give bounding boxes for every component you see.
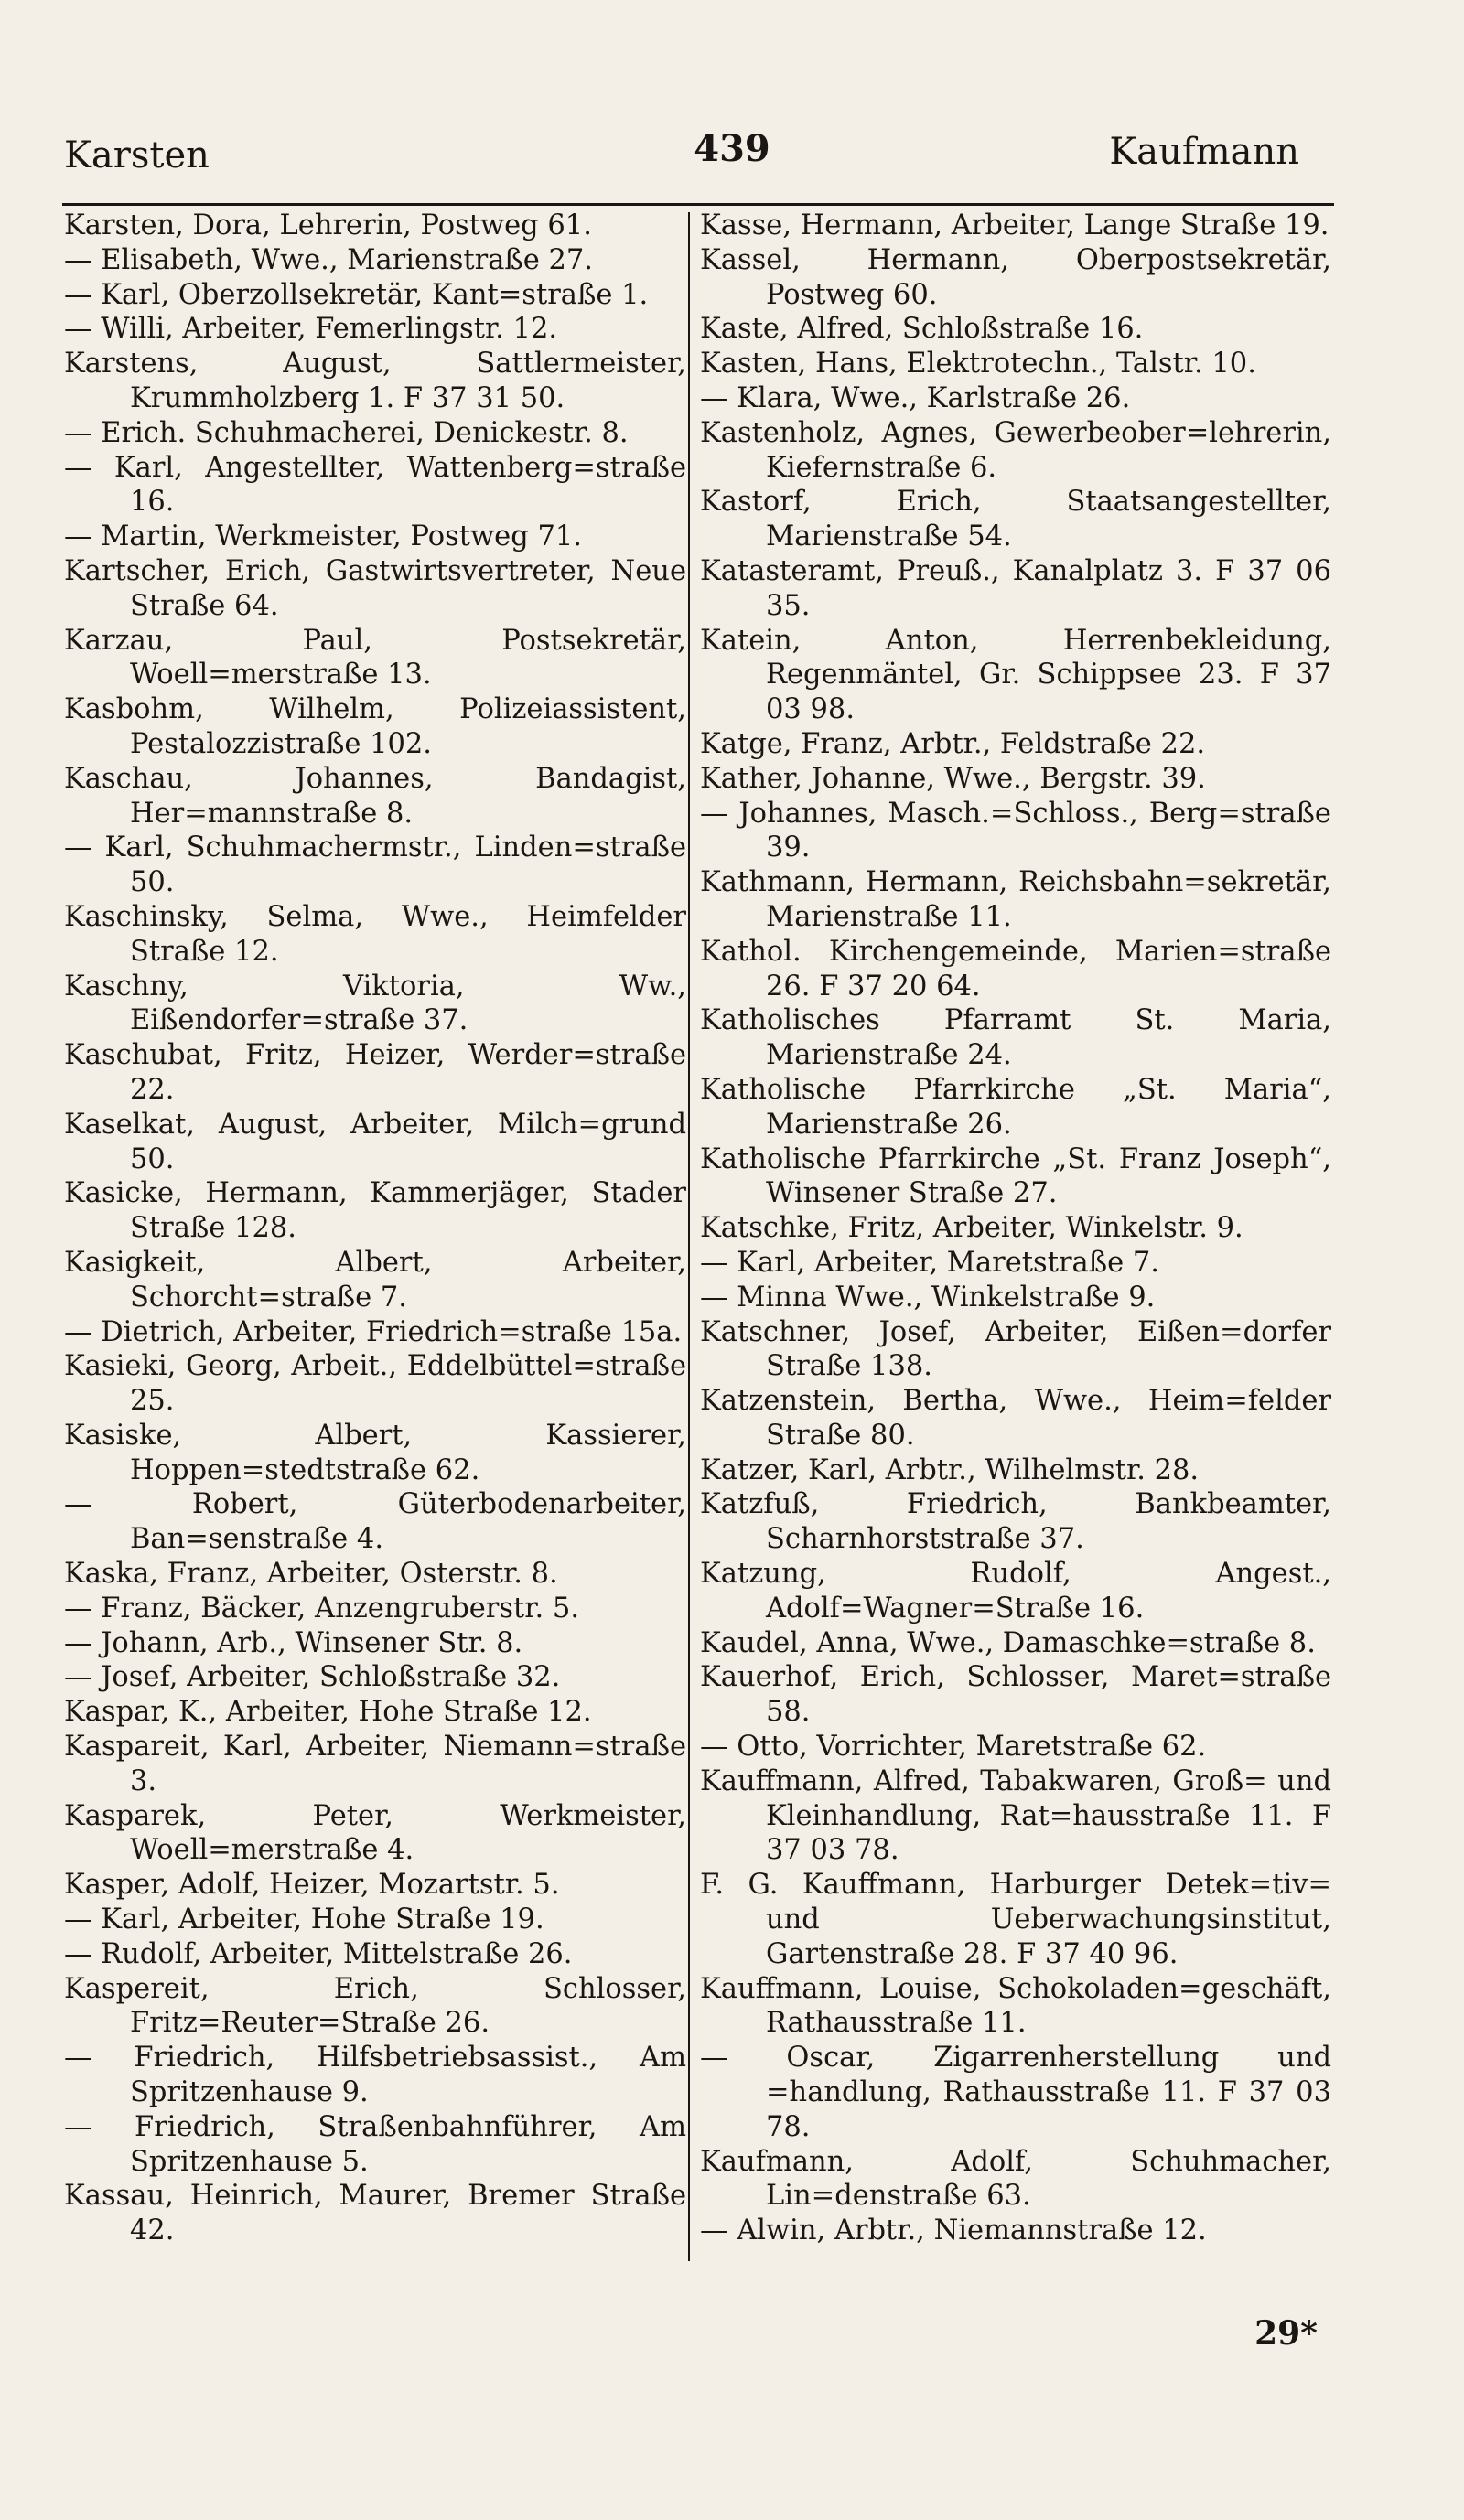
directory-entry: — Karl, Arbeiter, Maretstraße 7. [700, 1246, 1159, 1279]
directory-entry: Kaudel, Anna, Wwe., Damaschke=straße 8. [700, 1626, 1316, 1659]
directory-entry: Kassel, Hermann, Oberpostsekretär, Postweg 60. [700, 243, 1331, 311]
directory-entry: Karsten, Dora, Lehrerin, Postweg 61. [64, 209, 592, 241]
directory-entry: — Johannes, Masch.=Schloss., Berg=straße 39. [700, 797, 1331, 864]
directory-entry: Kaspar, K., Arbeiter, Hohe Straße 12. [64, 1696, 592, 1729]
directory-entry: — Erich. Schuhmacherei, Denickestr. 8. [64, 416, 629, 449]
directory-entry: Kaschau, Johannes, Bandagist, Her=mannstraße 8. [64, 762, 686, 830]
page-header [0, 114, 1464, 178]
directory-entry: Katzfuß, Friedrich, Bankbeamter, Scharnhorststraße 37. [700, 1488, 1331, 1556]
directory-entry: Karstens, August, Sattlermeister, Krummholzberg 1. F 37 31 50. [64, 348, 686, 414]
signature-mark: 29* [1254, 2314, 1318, 2353]
directory-entry: Katzer, Karl, Arbtr., Wilhelmstr. 28. [700, 1453, 1200, 1486]
directory-entry: Kaschinsky, Selma, Wwe., Heimfelder Straße 12. [64, 900, 686, 968]
directory-entry: F. G. Kauffmann, Harburger Detek=tiv= und Ueberwachungsinstitut, Gartenstraße 28. F 37 40 96. [700, 1869, 1331, 1970]
directory-entry: Katge, Franz, Arbtr., Feldstraße 22. [700, 727, 1206, 760]
page-number: 439 [694, 127, 770, 170]
directory-entry: Karzau, Paul, Postsekretär, Woell=merstraße 13. [64, 624, 686, 692]
directory-entry: Kastenholz, Agnes, Gewerbeober=lehrerin, Kiefernstraße 6. [700, 416, 1331, 484]
directory-entry: — Dietrich, Arbeiter, Friedrich=straße 15a. [64, 1315, 683, 1348]
directory-entry: Kasigkeit, Albert, Arbeiter, Schorcht=straße 7. [64, 1246, 686, 1314]
directory-entry: Kasse, Hermann, Arbeiter, Lange Straße 19. [700, 209, 1329, 241]
directory-entry: — Otto, Vorrichter, Maretstraße 62. [700, 1731, 1207, 1764]
directory-entry: — Rudolf, Arbeiter, Mittelstraße 26. [64, 1937, 573, 1970]
directory-entry: — Karl, Angestellter, Wattenberg=straße 16. [64, 451, 686, 519]
directory-entry: Kasiske, Albert, Kassierer, Hoppen=stedtstraße 62. [64, 1419, 686, 1486]
directory-entry: — Martin, Werkmeister, Postweg 71. [64, 520, 582, 553]
directory-entry: Kaspareit, Karl, Arbeiter, Niemann=straße 3. [64, 1731, 686, 1797]
directory-entry: — Friedrich, Hilfsbetriebsassist., Am Spritzenhause 9. [64, 2042, 686, 2109]
directory-entry: Katholische Pfarrkirche „St. Maria“, Marienstraße 26. [700, 1073, 1331, 1141]
directory-entry: Kaselkat, August, Arbeiter, Milch=grund 50. [64, 1108, 686, 1175]
directory-entry: Kasparek, Peter, Werkmeister, Woell=merstraße 4. [64, 1799, 686, 1867]
header-left-keyword: Karsten [64, 134, 210, 177]
directory-entry: — Josef, Arbeiter, Schloßstraße 32. [64, 1661, 561, 1694]
directory-entry: Kasten, Hans, Elektrotechn., Talstr. 10. [700, 348, 1256, 381]
directory-entry: Kasper, Adolf, Heizer, Mozartstr. 5. [64, 1869, 560, 1902]
directory-entry: Kassau, Heinrich, Maurer, Bremer Straße 42. [64, 2180, 686, 2247]
directory-entry: Katzung, Rudolf, Angest., Adolf=Wagner=Straße 16. [700, 1558, 1331, 1625]
directory-entry: Kathol. Kirchengemeinde, Marien=straße 26. F 37 20 64. [700, 935, 1331, 1003]
directory-entry: — Friedrich, Straßenbahnführer, Am Spritzenhause 5. [64, 2110, 686, 2178]
directory-entry: — Willi, Arbeiter, Femerlingstr. 12. [64, 313, 558, 346]
directory-entry: Kasbohm, Wilhelm, Polizeiassistent, Pestalozzistraße 102. [64, 693, 686, 760]
directory-entry: — Minna Wwe., Winkelstraße 9. [700, 1281, 1156, 1314]
directory-entry: Kauffmann, Alfred, Tabakwaren, Groß= und Kleinhandlung, Rat=hausstraße 11. F 37 03 78. [700, 1764, 1331, 1867]
directory-entry: Katschke, Fritz, Arbeiter, Winkelstr. 9. [700, 1212, 1243, 1245]
directory-entry: — Alwin, Arbtr., Niemannstraße 12. [700, 2214, 1207, 2247]
directory-entry: Kauffmann, Louise, Schokoladen=geschäft, Rathausstraße 11. [700, 1972, 1331, 2040]
directory-entry: — Elisabeth, Wwe., Marienstraße 27. [64, 243, 593, 276]
right-column [700, 209, 1331, 2248]
directory-entry: Kaufmann, Adolf, Schuhmacher, Lin=denstraße 63. [700, 2145, 1331, 2213]
left-column [64, 209, 686, 2248]
directory-entry: Katein, Anton, Herrenbekleidung, Regenmäntel, Gr. Schippsee 23. F 37 03 98. [700, 624, 1331, 726]
directory-entry: Katholische Pfarrkirche „St. Franz Joseph“, Winsener Straße 27. [700, 1142, 1331, 1210]
header-right-keyword: Kaufmann [1109, 131, 1299, 173]
directory-entry: Kartscher, Erich, Gastwirtsvertreter, Neue Straße 64. [64, 554, 686, 622]
directory-entry: — Johann, Arb., Winsener Str. 8. [64, 1626, 523, 1659]
directory-entry: Katschner, Josef, Arbeiter, Eißen=dorfer Straße 138. [700, 1315, 1331, 1383]
directory-entry: Kauerhof, Erich, Schlosser, Maret=straße 58. [700, 1661, 1331, 1729]
directory-entry: — Karl, Oberzollsekretär, Kant=straße 1. [64, 278, 649, 311]
directory-entry: Katzenstein, Bertha, Wwe., Heim=felder Straße 80. [700, 1385, 1331, 1452]
directory-entry: Kaspereit, Erich, Schlosser, Fritz=Reuter=Straße 26. [64, 1972, 686, 2040]
directory-entry: Kaschubat, Fritz, Heizer, Werder=straße 22. [64, 1039, 686, 1106]
directory-entry: Kasieki, Georg, Arbeit., Eddelbüttel=straße 25. [64, 1350, 686, 1418]
directory-entry: Kaschny, Viktoria, Ww., Eißendorfer=straße 37. [64, 970, 686, 1037]
directory-entry: Kasicke, Hermann, Kammerjäger, Stader Straße 128. [64, 1177, 686, 1245]
directory-entry: Kaste, Alfred, Schloßstraße 16. [700, 313, 1144, 346]
directory-entry: Kather, Johanne, Wwe., Bergstr. 39. [700, 762, 1206, 795]
column-divider [688, 212, 690, 2261]
directory-entry: — Franz, Bäcker, Anzengruberstr. 5. [64, 1592, 580, 1625]
directory-entry: Kastorf, Erich, Staatsangestellter, Marienstraße 54. [700, 486, 1331, 553]
directory-entry: — Karl, Schuhmachermstr., Linden=straße 50. [64, 831, 686, 899]
directory-entry: Kathmann, Hermann, Reichsbahn=sekretär, Marienstraße 11. [700, 866, 1331, 933]
directory-entry: — Robert, Güterbodenarbeiter, Ban=senstraße 4. [64, 1488, 686, 1556]
directory-entry: — Klara, Wwe., Karlstraße 26. [700, 381, 1131, 414]
header-rule [62, 203, 1334, 206]
directory-entry: — Oscar, Zigarrenherstellung und =handlung, Rathausstraße 11. F 37 03 78. [700, 2042, 1331, 2143]
directory-entry: Kaska, Franz, Arbeiter, Osterstr. 8. [64, 1558, 558, 1591]
directory-entry: — Karl, Arbeiter, Hohe Straße 19. [64, 1903, 544, 1936]
directory-entry: Katholisches Pfarramt St. Maria, Marienstraße 24. [700, 1004, 1331, 1072]
directory-entry: Katasteramt, Preuß., Kanalplatz 3. F 37 06 35. [700, 554, 1331, 622]
